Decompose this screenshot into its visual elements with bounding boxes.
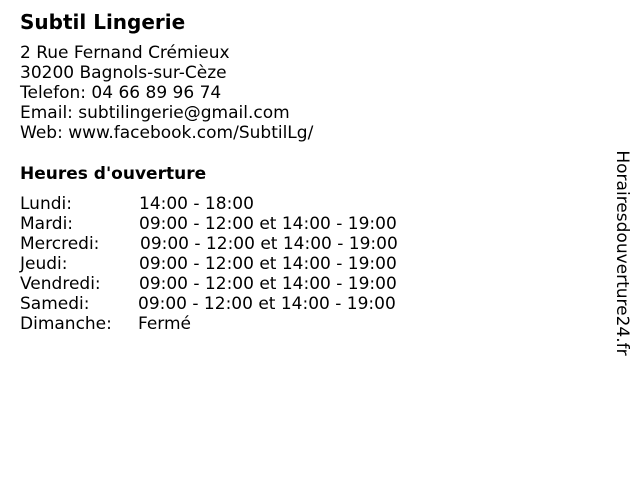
phone-number: Telefon: 04 66 89 96 74	[20, 83, 222, 103]
watermark-vertical-text: Horairesdouverture24.fr	[612, 150, 632, 356]
day-label: Lundi:	[20, 194, 72, 214]
hours-heading: Heures d'ouverture	[20, 164, 207, 184]
day-label: Mardi:	[20, 214, 74, 234]
day-label: Dimanche:	[20, 314, 112, 334]
day-label: Vendredi:	[20, 274, 101, 294]
contact-block	[20, 43, 313, 143]
email-address: Email: subtilingerie@gmail.com	[20, 103, 290, 123]
day-label: Mercredi:	[20, 234, 100, 254]
day-hours: 09:00 - 12:00 et 14:00 - 19:00	[138, 294, 396, 314]
day-hours: 14:00 - 18:00	[139, 194, 254, 214]
address-city: 30200 Bagnols-sur-Cèze	[20, 63, 227, 83]
day-hours: 09:00 - 12:00 et 14:00 - 19:00	[140, 234, 398, 254]
day-label: Jeudi:	[20, 254, 68, 274]
day-hours: 09:00 - 12:00 et 14:00 - 19:00	[139, 274, 397, 294]
address-street: 2 Rue Fernand Crémieux	[20, 43, 230, 63]
day-hours: 09:00 - 12:00 et 14:00 - 19:00	[139, 254, 397, 274]
business-name: Subtil Lingerie	[20, 10, 186, 34]
day-label: Samedi:	[20, 294, 90, 314]
day-hours: 09:00 - 12:00 et 14:00 - 19:00	[139, 214, 397, 234]
day-hours: Fermé	[138, 314, 192, 334]
website-url: Web: www.facebook.com/SubtilLg/	[20, 123, 314, 143]
